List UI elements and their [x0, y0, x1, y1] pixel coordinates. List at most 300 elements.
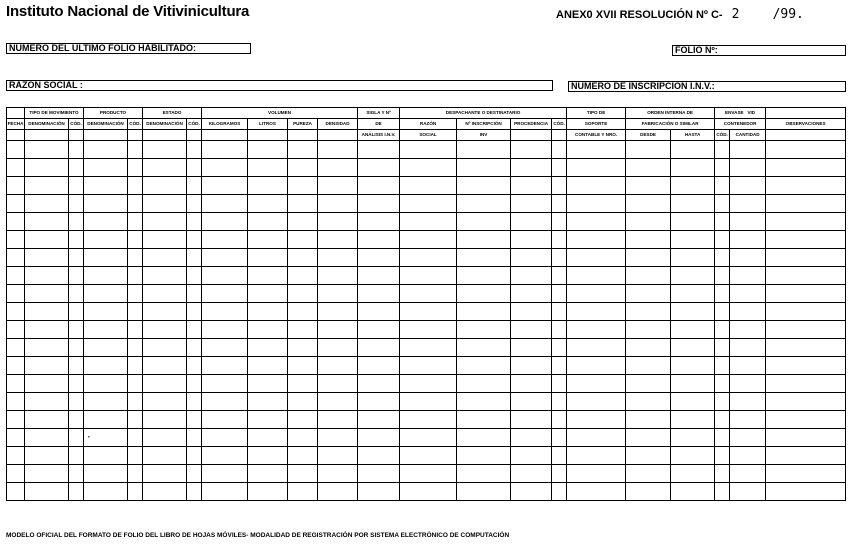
table-cell[interactable] — [567, 195, 626, 213]
table-cell[interactable] — [128, 267, 143, 285]
table-cell[interactable] — [730, 213, 766, 231]
table-cell[interactable] — [552, 303, 567, 321]
table-cell[interactable] — [626, 411, 671, 429]
table-cell[interactable] — [202, 375, 248, 393]
table-cell[interactable] — [202, 195, 248, 213]
table-cell[interactable] — [567, 483, 626, 501]
table-cell[interactable] — [358, 429, 400, 447]
table-cell[interactable] — [715, 195, 730, 213]
table-cell[interactable] — [626, 159, 671, 177]
table-cell[interactable] — [25, 231, 69, 249]
table-cell[interactable] — [766, 321, 846, 339]
table-cell[interactable] — [128, 483, 143, 501]
table-cell[interactable] — [400, 303, 457, 321]
table-cell[interactable] — [187, 141, 202, 159]
table-cell[interactable] — [358, 303, 400, 321]
table-cell[interactable] — [25, 321, 69, 339]
table-cell[interactable] — [69, 213, 84, 231]
table-cell[interactable] — [730, 483, 766, 501]
table-cell[interactable] — [511, 393, 552, 411]
table-cell[interactable] — [69, 267, 84, 285]
table-cell[interactable] — [202, 447, 248, 465]
table-cell[interactable] — [626, 177, 671, 195]
table-cell[interactable] — [202, 213, 248, 231]
table-cell[interactable] — [730, 303, 766, 321]
table-cell[interactable] — [187, 231, 202, 249]
table-cell[interactable] — [84, 267, 128, 285]
table-cell[interactable] — [202, 411, 248, 429]
table-cell[interactable] — [318, 465, 358, 483]
table-cell[interactable] — [143, 411, 187, 429]
table-cell[interactable] — [358, 141, 400, 159]
table-cell[interactable] — [766, 375, 846, 393]
table-cell[interactable] — [128, 447, 143, 465]
table-cell[interactable] — [567, 411, 626, 429]
table-cell[interactable] — [202, 321, 248, 339]
table-cell[interactable] — [248, 411, 288, 429]
table-cell[interactable] — [248, 465, 288, 483]
table-cell[interactable] — [202, 339, 248, 357]
table-cell[interactable] — [318, 249, 358, 267]
table-cell[interactable] — [457, 357, 511, 375]
table-cell[interactable] — [25, 267, 69, 285]
table-cell[interactable] — [511, 249, 552, 267]
table-cell[interactable] — [715, 393, 730, 411]
table-cell[interactable] — [730, 159, 766, 177]
table-cell[interactable] — [288, 483, 318, 501]
table-cell[interactable] — [7, 303, 25, 321]
table-cell[interactable] — [7, 249, 25, 267]
table-cell[interactable] — [671, 267, 715, 285]
table-cell[interactable] — [567, 177, 626, 195]
table-cell[interactable] — [400, 213, 457, 231]
table-cell[interactable] — [248, 321, 288, 339]
table-cell[interactable] — [69, 357, 84, 375]
table-cell[interactable] — [143, 321, 187, 339]
table-cell[interactable] — [730, 447, 766, 465]
table-cell[interactable] — [143, 195, 187, 213]
table-cell[interactable] — [766, 249, 846, 267]
table-cell[interactable] — [671, 195, 715, 213]
table-cell[interactable] — [7, 267, 25, 285]
table-cell[interactable] — [400, 483, 457, 501]
table-cell[interactable] — [552, 213, 567, 231]
table-cell[interactable] — [552, 195, 567, 213]
table-cell[interactable] — [128, 213, 143, 231]
table-cell[interactable] — [715, 303, 730, 321]
table-cell[interactable] — [730, 285, 766, 303]
table-cell[interactable] — [400, 411, 457, 429]
table-cell[interactable] — [128, 465, 143, 483]
table-cell[interactable] — [766, 141, 846, 159]
table-cell[interactable] — [143, 303, 187, 321]
table-cell[interactable] — [457, 483, 511, 501]
table-cell[interactable] — [202, 483, 248, 501]
table-cell[interactable] — [187, 159, 202, 177]
table-cell[interactable] — [7, 483, 25, 501]
table-cell[interactable] — [7, 177, 25, 195]
table-cell[interactable] — [626, 321, 671, 339]
table-cell[interactable] — [511, 177, 552, 195]
table-cell[interactable] — [766, 303, 846, 321]
table-cell[interactable] — [511, 465, 552, 483]
table-cell[interactable] — [358, 231, 400, 249]
table-cell[interactable] — [187, 429, 202, 447]
table-cell[interactable] — [358, 321, 400, 339]
table-cell[interactable] — [567, 321, 626, 339]
table-cell[interactable] — [552, 141, 567, 159]
table-cell[interactable] — [457, 321, 511, 339]
table-cell[interactable] — [7, 213, 25, 231]
table-cell[interactable] — [567, 465, 626, 483]
table-cell[interactable] — [766, 411, 846, 429]
table-cell[interactable] — [715, 177, 730, 195]
table-cell[interactable] — [715, 249, 730, 267]
table-cell[interactable] — [567, 447, 626, 465]
table-cell[interactable] — [248, 141, 288, 159]
table-cell[interactable] — [248, 339, 288, 357]
table-cell[interactable] — [715, 375, 730, 393]
table-cell[interactable] — [187, 285, 202, 303]
table-cell[interactable] — [84, 231, 128, 249]
table-cell[interactable] — [626, 465, 671, 483]
table-cell[interactable] — [25, 429, 69, 447]
table-cell[interactable] — [7, 141, 25, 159]
table-cell[interactable] — [84, 195, 128, 213]
table-cell[interactable] — [626, 285, 671, 303]
table-cell[interactable] — [318, 339, 358, 357]
table-cell[interactable] — [400, 429, 457, 447]
table-cell[interactable] — [671, 447, 715, 465]
table-cell[interactable] — [288, 267, 318, 285]
table-cell[interactable] — [288, 231, 318, 249]
table-cell[interactable] — [400, 159, 457, 177]
table-cell[interactable] — [69, 429, 84, 447]
table-cell[interactable] — [511, 483, 552, 501]
table-cell[interactable] — [552, 267, 567, 285]
table-cell[interactable] — [358, 213, 400, 231]
table-cell[interactable] — [7, 465, 25, 483]
table-cell[interactable] — [202, 429, 248, 447]
table-cell[interactable] — [288, 429, 318, 447]
table-cell[interactable] — [84, 375, 128, 393]
table-cell[interactable] — [358, 357, 400, 375]
table-cell[interactable] — [318, 375, 358, 393]
table-cell[interactable] — [400, 231, 457, 249]
table-cell[interactable] — [143, 213, 187, 231]
table-cell[interactable] — [567, 303, 626, 321]
table-cell[interactable] — [552, 411, 567, 429]
table-cell[interactable] — [358, 393, 400, 411]
table-cell[interactable] — [143, 159, 187, 177]
table-cell[interactable] — [248, 249, 288, 267]
table-cell[interactable] — [730, 465, 766, 483]
table-cell[interactable] — [84, 177, 128, 195]
table-cell[interactable] — [358, 447, 400, 465]
table-cell[interactable] — [626, 213, 671, 231]
table-cell[interactable] — [626, 447, 671, 465]
table-cell[interactable] — [671, 159, 715, 177]
table-cell[interactable] — [511, 141, 552, 159]
table-cell[interactable] — [567, 213, 626, 231]
table-cell[interactable] — [671, 357, 715, 375]
table-cell[interactable] — [457, 375, 511, 393]
table-cell[interactable] — [626, 339, 671, 357]
table-cell[interactable] — [202, 159, 248, 177]
table-cell[interactable] — [552, 231, 567, 249]
table-cell[interactable] — [552, 429, 567, 447]
table-cell[interactable] — [766, 393, 846, 411]
table-cell[interactable] — [715, 483, 730, 501]
table-cell[interactable] — [318, 267, 358, 285]
table-cell[interactable] — [187, 447, 202, 465]
table-cell[interactable] — [288, 411, 318, 429]
table-cell[interactable] — [288, 393, 318, 411]
table-cell[interactable] — [84, 303, 128, 321]
table-cell[interactable] — [248, 357, 288, 375]
table-cell[interactable] — [400, 465, 457, 483]
table-cell[interactable] — [730, 321, 766, 339]
table-cell[interactable] — [128, 411, 143, 429]
table-cell[interactable] — [288, 465, 318, 483]
table-cell[interactable] — [318, 177, 358, 195]
table-cell[interactable] — [84, 393, 128, 411]
table-cell[interactable] — [318, 411, 358, 429]
table-cell[interactable] — [400, 357, 457, 375]
table-cell[interactable] — [84, 447, 128, 465]
table-cell[interactable] — [288, 375, 318, 393]
table-cell[interactable] — [400, 393, 457, 411]
table-cell[interactable] — [69, 231, 84, 249]
table-cell[interactable] — [457, 465, 511, 483]
table-cell[interactable] — [69, 303, 84, 321]
razon-social-field[interactable]: RAZÓN SOCIAL : — [6, 80, 553, 91]
table-cell[interactable] — [288, 303, 318, 321]
table-cell[interactable] — [730, 411, 766, 429]
table-cell[interactable] — [25, 303, 69, 321]
table-cell[interactable] — [457, 339, 511, 357]
table-cell[interactable] — [400, 141, 457, 159]
table-cell[interactable] — [25, 249, 69, 267]
table-cell[interactable] — [358, 285, 400, 303]
table-cell[interactable] — [626, 195, 671, 213]
table-cell[interactable] — [766, 195, 846, 213]
table-cell[interactable] — [457, 411, 511, 429]
table-cell[interactable] — [187, 375, 202, 393]
table-cell[interactable] — [730, 393, 766, 411]
table-cell[interactable] — [128, 195, 143, 213]
table-cell[interactable] — [626, 303, 671, 321]
table-cell[interactable] — [128, 357, 143, 375]
table-cell[interactable] — [128, 159, 143, 177]
table-cell[interactable] — [69, 447, 84, 465]
table-cell[interactable] — [248, 483, 288, 501]
table-cell[interactable] — [69, 285, 84, 303]
table-cell[interactable] — [202, 249, 248, 267]
table-cell[interactable] — [248, 303, 288, 321]
table-cell[interactable] — [7, 447, 25, 465]
table-cell[interactable] — [69, 339, 84, 357]
table-cell[interactable] — [715, 159, 730, 177]
table-cell[interactable] — [552, 321, 567, 339]
table-cell[interactable] — [84, 357, 128, 375]
table-cell[interactable] — [187, 213, 202, 231]
table-cell[interactable] — [318, 393, 358, 411]
table-cell[interactable] — [69, 141, 84, 159]
table-cell[interactable] — [730, 339, 766, 357]
table-cell[interactable] — [7, 393, 25, 411]
table-cell[interactable] — [7, 429, 25, 447]
table-cell[interactable] — [248, 267, 288, 285]
table-cell[interactable] — [84, 249, 128, 267]
table-cell[interactable] — [511, 195, 552, 213]
table-cell[interactable] — [187, 177, 202, 195]
table-cell[interactable] — [400, 375, 457, 393]
table-cell[interactable] — [25, 375, 69, 393]
table-cell[interactable] — [84, 339, 128, 357]
table-cell[interactable] — [7, 285, 25, 303]
table-cell[interactable] — [288, 339, 318, 357]
table-cell[interactable] — [671, 249, 715, 267]
table-cell[interactable] — [730, 375, 766, 393]
table-cell[interactable] — [25, 213, 69, 231]
table-cell[interactable] — [567, 393, 626, 411]
table-cell[interactable] — [457, 141, 511, 159]
table-cell[interactable] — [552, 339, 567, 357]
table-cell[interactable] — [84, 159, 128, 177]
table-cell[interactable] — [318, 195, 358, 213]
table-cell[interactable] — [288, 285, 318, 303]
table-cell[interactable] — [318, 429, 358, 447]
table-cell[interactable] — [187, 411, 202, 429]
table-cell[interactable] — [318, 483, 358, 501]
table-cell[interactable] — [671, 303, 715, 321]
table-cell[interactable] — [187, 483, 202, 501]
table-cell[interactable] — [730, 195, 766, 213]
table-cell[interactable] — [766, 177, 846, 195]
table-cell[interactable] — [318, 447, 358, 465]
table-cell[interactable] — [358, 159, 400, 177]
table-cell[interactable] — [766, 213, 846, 231]
table-cell[interactable] — [671, 285, 715, 303]
table-cell[interactable] — [143, 177, 187, 195]
table-cell[interactable] — [25, 159, 69, 177]
table-cell[interactable] — [288, 447, 318, 465]
table-cell[interactable] — [400, 339, 457, 357]
table-cell[interactable] — [457, 231, 511, 249]
table-cell[interactable] — [715, 213, 730, 231]
table-cell[interactable] — [511, 411, 552, 429]
table-cell[interactable] — [511, 231, 552, 249]
table-cell[interactable] — [7, 159, 25, 177]
table-cell[interactable] — [511, 303, 552, 321]
table-cell[interactable] — [766, 285, 846, 303]
table-cell[interactable] — [187, 267, 202, 285]
table-cell[interactable] — [715, 321, 730, 339]
table-cell[interactable] — [25, 483, 69, 501]
table-cell[interactable] — [567, 357, 626, 375]
table-cell[interactable] — [400, 267, 457, 285]
table-cell[interactable] — [567, 267, 626, 285]
table-cell[interactable] — [552, 465, 567, 483]
table-cell[interactable] — [766, 483, 846, 501]
table-cell[interactable] — [187, 249, 202, 267]
table-cell[interactable] — [318, 141, 358, 159]
table-cell[interactable] — [84, 321, 128, 339]
table-cell[interactable] — [766, 465, 846, 483]
table-cell[interactable] — [202, 285, 248, 303]
table-cell[interactable] — [457, 447, 511, 465]
table-cell[interactable] — [202, 177, 248, 195]
table-cell[interactable] — [766, 429, 846, 447]
table-cell[interactable] — [69, 249, 84, 267]
table-cell[interactable] — [626, 393, 671, 411]
table-cell[interactable] — [626, 483, 671, 501]
table-cell[interactable] — [567, 231, 626, 249]
table-cell[interactable] — [715, 357, 730, 375]
table-cell[interactable] — [84, 411, 128, 429]
table-cell[interactable] — [84, 141, 128, 159]
table-cell[interactable] — [318, 321, 358, 339]
table-cell[interactable] — [69, 375, 84, 393]
table-cell[interactable] — [567, 339, 626, 357]
table-cell[interactable] — [25, 339, 69, 357]
table-cell[interactable] — [202, 393, 248, 411]
table-cell[interactable] — [552, 375, 567, 393]
table-cell[interactable] — [69, 411, 84, 429]
table-cell[interactable] — [25, 357, 69, 375]
table-cell[interactable] — [128, 177, 143, 195]
table-cell[interactable] — [511, 357, 552, 375]
table-cell[interactable] — [715, 285, 730, 303]
table-cell[interactable] — [358, 267, 400, 285]
table-cell[interactable] — [69, 195, 84, 213]
ultimo-folio-field[interactable]: NÚMERO DEL ULTIMO FOLIO HABILITADO: — [6, 43, 251, 54]
table-cell[interactable] — [715, 429, 730, 447]
table-cell[interactable] — [128, 303, 143, 321]
table-cell[interactable] — [715, 465, 730, 483]
table-cell[interactable] — [69, 483, 84, 501]
table-cell[interactable] — [730, 141, 766, 159]
table-cell[interactable] — [288, 249, 318, 267]
table-cell[interactable] — [143, 339, 187, 357]
table-cell[interactable] — [400, 285, 457, 303]
table-cell[interactable] — [318, 357, 358, 375]
table-cell[interactable] — [25, 141, 69, 159]
table-cell[interactable] — [128, 231, 143, 249]
table-cell[interactable] — [202, 303, 248, 321]
table-cell[interactable] — [626, 357, 671, 375]
table-cell[interactable] — [400, 195, 457, 213]
table-cell[interactable] — [400, 177, 457, 195]
table-cell[interactable] — [358, 339, 400, 357]
table-cell[interactable] — [143, 375, 187, 393]
table-cell[interactable] — [511, 213, 552, 231]
table-cell[interactable] — [143, 249, 187, 267]
table-cell[interactable] — [552, 159, 567, 177]
table-cell[interactable] — [511, 321, 552, 339]
table-cell[interactable] — [511, 429, 552, 447]
table-cell[interactable] — [671, 375, 715, 393]
table-cell[interactable] — [202, 357, 248, 375]
table-cell[interactable] — [25, 177, 69, 195]
table-cell[interactable] — [187, 321, 202, 339]
table-cell[interactable] — [457, 285, 511, 303]
table-cell[interactable] — [457, 393, 511, 411]
table-cell[interactable] — [511, 375, 552, 393]
table-cell[interactable] — [671, 393, 715, 411]
table-cell[interactable] — [358, 195, 400, 213]
